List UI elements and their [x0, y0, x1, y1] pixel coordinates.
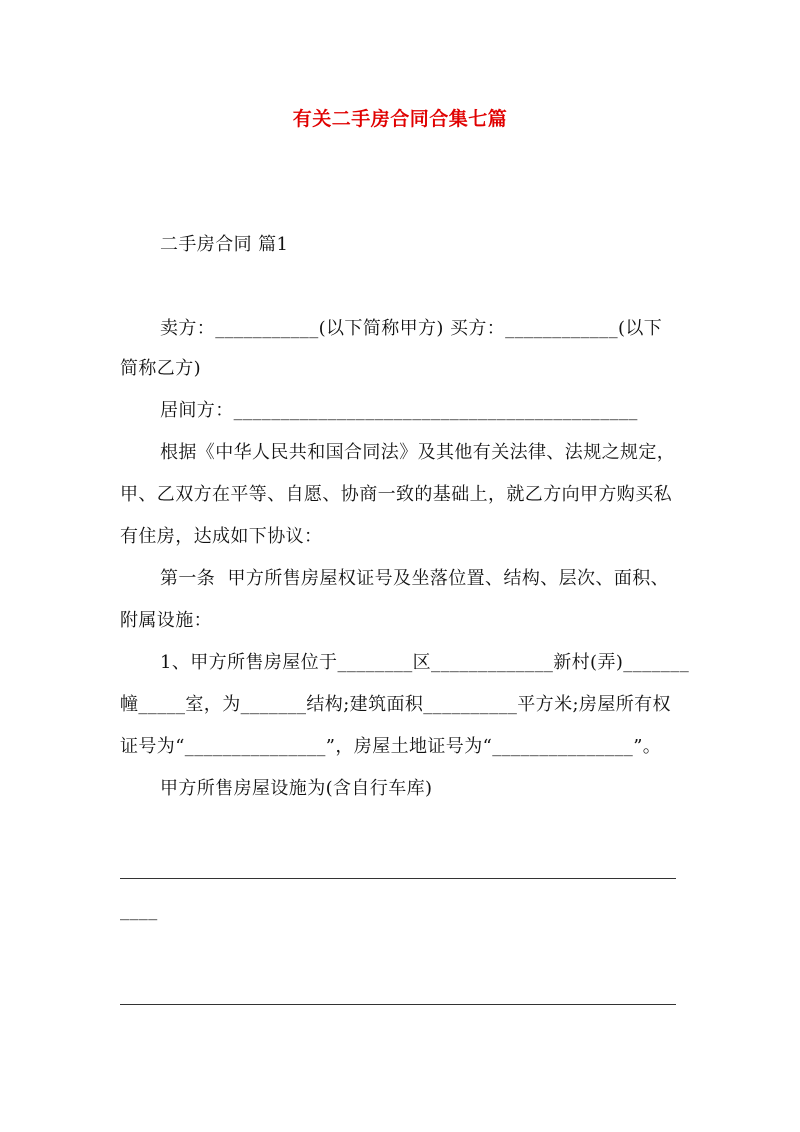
blank-fill-line-2 — [120, 1004, 676, 1005]
intermediary-line: 居间方：___________________________________________ — [160, 400, 638, 421]
preamble-line-1: 根据《中华人民共和国合同法》及其他有关法律、法规之规定， — [160, 442, 676, 463]
location-line-2: 幢_____室，为_______结构;建筑面积__________平方米;房屋所有权 — [120, 694, 671, 715]
location-line-1: 1、甲方所售房屋位于________区_____________新村(弄)_______ — [160, 652, 690, 673]
article-1-line-2: 附属设施： — [120, 610, 212, 631]
document-title: 有关二手房合同合集七篇 — [292, 108, 508, 130]
preamble-line-2: 甲、乙双方在平等、自愿、协商一致的基础上，就乙方向甲方购买私 — [120, 484, 672, 505]
facilities-line: 甲方所售房屋设施为(含自行车库) — [160, 778, 433, 799]
article-1-line-1: 第一条 甲方所售房屋权证号及坐落位置、结构、层次、面积、 — [160, 568, 670, 589]
blank-fill-line-1-continuation: ____ — [120, 900, 158, 921]
location-line-3: 证号为“_______________”，房屋土地证号为“_______________”。 — [120, 736, 662, 757]
blank-fill-line-1 — [120, 878, 676, 879]
preamble-line-3: 有住房，达成如下协议： — [120, 526, 323, 547]
section-heading: 二手房合同 篇1 — [160, 234, 289, 255]
parties-line-1: 卖方：___________(以下简称甲方) 买方：____________(以下 — [160, 318, 663, 339]
parties-line-2: 简称乙方) — [120, 358, 202, 379]
